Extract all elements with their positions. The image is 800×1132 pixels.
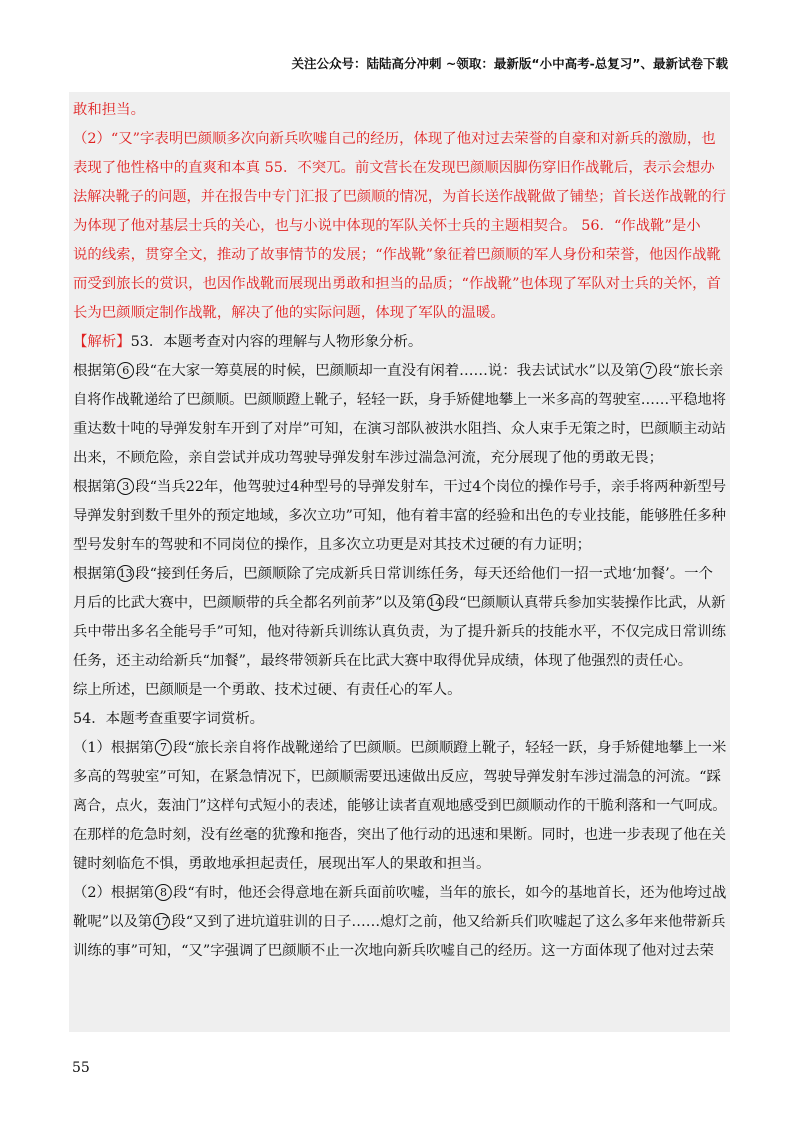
text-segment: 重达数十吨的导弹发射车开到了对岸”可知，在演习部队被洪水阻挡、众人束手无策之时，巴颜顺主动站 — [73, 421, 726, 437]
paragraph-number-circle: 13 — [118, 567, 133, 580]
paragraph-number-circle: 7 — [155, 739, 172, 756]
text-segment: 多高的驾驶室”可知，在紧急情况下，巴颜顺需要迅速做出反应，驾驶导弹发射车涉过湍急的河流。“踩 — [73, 769, 721, 785]
text-segment: 表现了他性格中的直爽和本真 55．不突兀。前文营长在发现巴颜顺因脚伤穿旧作战靴后，表示会想办 — [73, 160, 715, 176]
text-line — [73, 676, 462, 704]
text-segment: 在那样的危急时刻，没有丝毫的犹豫和拖沓，突出了他行动的迅速和果断。同时，也进一步表现了他在关 — [73, 827, 726, 843]
text-line — [73, 357, 723, 385]
text-segment: 说的线索，贯穿全文，推动了故事情节的发展；“作战靴”象征着巴颜顺的军人身份和荣誉，他因作战靴 — [73, 247, 721, 263]
text-line — [73, 908, 726, 936]
paragraph-number-circle: 8 — [155, 884, 172, 901]
text-segment: （2）根据第 — [73, 885, 154, 901]
paragraph-number-circle: 14 — [428, 596, 443, 609]
text-segment: 靴呢”以及第 — [73, 914, 153, 930]
paragraph-number-circle: 7 — [640, 362, 657, 379]
paragraph-number-circle: 6 — [117, 362, 134, 379]
text-segment: 53．本题考查对内容的理解与人物形象分析。 — [130, 334, 423, 350]
text-segment: （2）“又”字表明巴颜顺多次向新兵吹嘘自己的经历，体现了他对过去荣誉的自豪和对新兵的激励，也 — [73, 131, 716, 147]
text-segment: 段“巴颜顺认真带兵参加实装操作比武，从新 — [444, 595, 726, 611]
text-segment: 自将作战靴递给了巴颜顺。巴颜顺蹬上靴子，轻轻一跃，身手矫健地攀上一米多高的驾驶室……平稳地将 — [73, 392, 726, 408]
answer-panel — [69, 92, 730, 1032]
text-segment: 敢和担当。 — [73, 102, 145, 118]
text-segment: 段“有时，他还会得意地在新兵面前吹嘘，当年的旅长，如今的基地首长，还为他垮过战 — [172, 885, 727, 901]
text-line — [73, 502, 726, 530]
text-segment: 段“在大家一筹莫展的时候，巴颜顺却一直没有闲着……说：我去试试水”以及第 — [135, 363, 640, 379]
text-segment: 段“当兵22年，他驾驶过4种型号的导弹发射车，干过4个岗位的操作号手，亲手将两种新型号 — [135, 479, 727, 495]
text-line — [73, 618, 726, 646]
text-segment: 键时刻临危不惧，勇敢地承担起责任，展现出军人的果敢和担当。 — [73, 856, 491, 872]
text-segment: 离合，点火，轰油门”这样句式短小的表述，能够让读者直观地感受到巴颜顺动作的干脆利落和一气呵成。 — [73, 798, 727, 814]
text-line — [73, 473, 726, 501]
text-line — [73, 647, 692, 675]
text-line — [73, 386, 726, 414]
paragraph-number-circle: 3 — [117, 478, 134, 495]
analysis-tag: 【解析】 — [73, 334, 131, 350]
text-segment: （1）根据第 — [73, 740, 154, 756]
text-segment: 长为巴颜顺定制作战靴，解决了他的实际问题，体现了军队的温暖。 — [73, 305, 505, 321]
text-segment: 根据第 — [73, 566, 117, 582]
text-line — [73, 937, 714, 965]
text-segment: 而受到旅长的赏识，也因作战靴而展现出勇敢和担当的品质；“作战靴”也体现了军队对士兵的关怀，首 — [73, 276, 721, 292]
text-segment: 导弹发射到数千里外的预定地域，多次立功”可知，他有着丰富的经验和出色的专业技能，能够胜任多种 — [73, 508, 726, 524]
text-line — [73, 154, 715, 182]
text-segment: 段“又到了进坑道驻训的日子……熄灯之前，他又给新兵们吹嘘起了这么多年来他带新兵 — [171, 914, 726, 930]
text-line — [73, 241, 721, 269]
paragraph-number-circle: 17 — [154, 915, 169, 928]
text-line — [73, 792, 726, 820]
text-segment: 综上所述，巴颜顺是一个勇敢、技术过硬、有责任心的军人。 — [73, 682, 462, 698]
text-line — [73, 444, 663, 472]
text-segment: 为体现了他对基层士兵的关心，也与小说中体现的军队关怀士兵的主题相契合。 56．“作战靴”是小 — [73, 218, 701, 234]
text-line — [73, 299, 505, 327]
text-line — [73, 560, 713, 588]
page-number: 55 — [72, 1060, 90, 1076]
text-line — [73, 763, 721, 791]
text-segment: 任务，还主动给新兵“加餐”，最终带领新兵在比武大赛中取得优异成绩，体现了他强烈的责任心。 — [73, 653, 693, 669]
text-segment: 兵中带出多名全能号手”可知，他对待新兵训练认真负责，为了提升新兵的技能水平，不仅完成日常训练 — [73, 624, 726, 640]
text-segment: 法解决靴子的问题，并在报告中专门汇报了巴颜顺的情况，为首长送作战靴做了铺垫；首长送作战靴的行 — [73, 189, 726, 205]
text-line — [73, 705, 264, 733]
text-line — [73, 531, 591, 559]
text-line — [73, 821, 726, 849]
text-line — [73, 879, 726, 907]
text-segment: 训练的事”可知，“又”字强调了巴颜顺不止一次地向新兵吹嘘自己的经历。这一方面体现了他对过去荣 — [73, 943, 714, 959]
text-line — [73, 850, 490, 878]
text-segment: 出来，不顾危险，亲自尝试并成功驾驶导弹发射车涉过湍急河流，充分展现了他的勇敢无畏； — [73, 450, 664, 466]
text-segment: 根据第 — [73, 479, 117, 495]
text-segment: 型号发射车的驾驶和不同岗位的操作，且多次立功更是对其技术过硬的有力证明； — [73, 537, 592, 553]
text-segment: 月后的比武大赛中，巴颜顺带的兵全都名列前茅”以及第 — [73, 595, 426, 611]
text-line — [73, 270, 721, 298]
text-segment: 段“接到任务后，巴颜顺除了完成新兵日常训练任务，每天还给他们一招一式地‘加餐’。一个 — [135, 566, 713, 582]
text-segment: 段“旅长亲 — [658, 363, 724, 379]
text-segment: 根据第 — [73, 363, 117, 379]
text-line — [73, 589, 726, 617]
text-line — [73, 328, 422, 356]
text-segment: 54．本题考查重要字词赏析。 — [73, 711, 264, 727]
page-header: 关注公众号：陆陆高分冲刺 ~领取：最新版“小中高考-总复习”、最新试卷下载 — [291, 56, 728, 71]
text-line — [73, 415, 726, 443]
text-line — [73, 96, 145, 124]
text-line — [73, 183, 726, 211]
text-segment: 段“旅长亲自将作战靴递给了巴颜顺。巴颜顺蹬上靴子，轻轻一跃，身手矫健地攀上一米 — [172, 740, 727, 756]
text-line — [73, 125, 716, 153]
text-line — [73, 212, 701, 240]
text-line — [73, 734, 726, 762]
